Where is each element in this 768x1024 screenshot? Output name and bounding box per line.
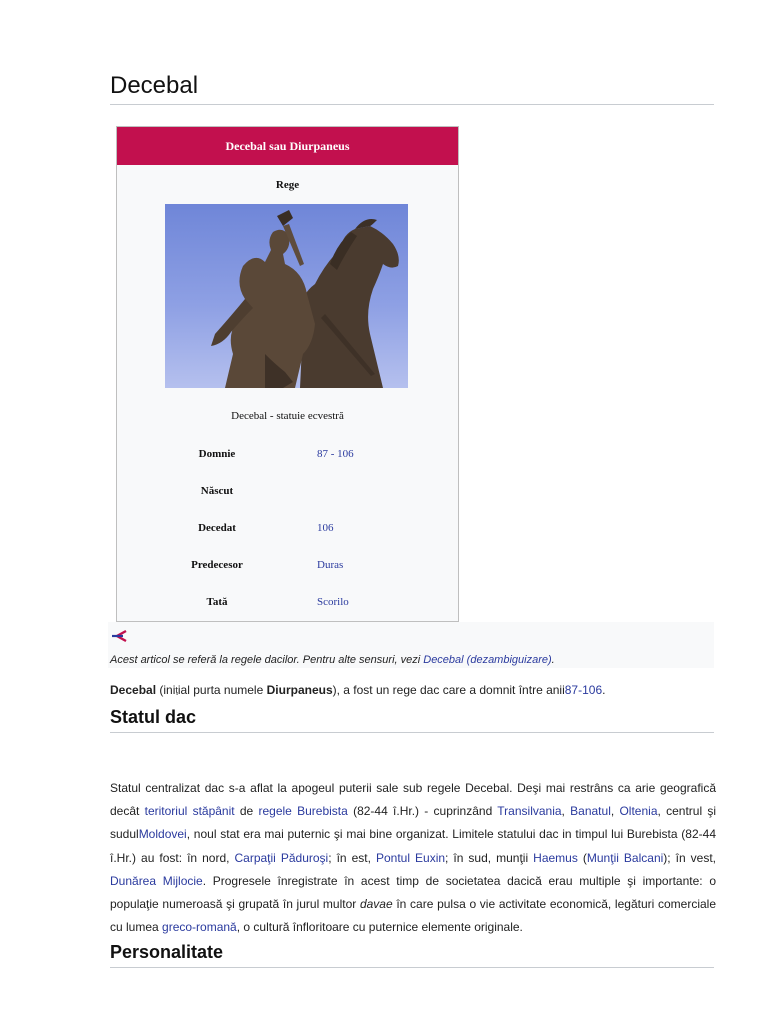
lead-text: (ini bbox=[156, 683, 176, 697]
text: Statul centralizat dac s-a aflat la apogeul puterii sale sub regele Decebal. Deşi mai restrâns ca arie geografică decât bbox=[110, 781, 716, 819]
page-title: Decebal bbox=[110, 72, 714, 105]
section-heading-statul-dac: Statul dac bbox=[110, 706, 714, 733]
infobox-subtitle: Rege bbox=[275, 179, 300, 191]
lead-text: . bbox=[602, 683, 606, 697]
text: de bbox=[234, 804, 259, 819]
link-transilvania[interactable]: Transilvania bbox=[497, 804, 562, 819]
lead-text: ial purta numele bbox=[177, 683, 267, 697]
infobox-caption: Decebal - statuie ecvestră bbox=[231, 410, 344, 422]
link-greco-romana[interactable]: greco-romană bbox=[162, 920, 237, 935]
text: ; în sud, munţii bbox=[445, 850, 534, 865]
lead-text: ), a fost un rege dac care a domnit între anii bbox=[332, 683, 565, 697]
text: ); în vest, bbox=[663, 850, 717, 865]
link-moldovei[interactable]: Moldovei bbox=[138, 827, 187, 842]
row-label: Decedat bbox=[198, 522, 236, 534]
text: ( bbox=[577, 850, 587, 865]
disambiguation-text bbox=[110, 654, 555, 666]
equestrian-statue-image[interactable] bbox=[165, 204, 408, 388]
link-haemus[interactable]: Haemus bbox=[533, 850, 578, 865]
link-burebista[interactable]: regele Burebista bbox=[258, 804, 348, 819]
row-value-link[interactable]: 106 bbox=[317, 522, 334, 534]
infobox bbox=[116, 126, 459, 622]
row-label: Născut bbox=[200, 485, 234, 497]
text: , noul stat era mai puternic şi mai bine organizat. Limitele statului dac in timpul lui Burebista (82-44 î.Hr.) au fost: în nord, bbox=[110, 827, 716, 865]
statul-dac-paragraph bbox=[110, 777, 716, 939]
statue-illustration bbox=[165, 204, 408, 388]
text: în care pulsa o vie activitate economică, legături comerciale cu lumea bbox=[110, 897, 716, 935]
lead-paragraph: Decebal (iniţial purta numele Diurpaneus), a fost un rege dac care a domnit între anii87-106. bbox=[110, 683, 606, 697]
link-dunarea-mijlocie[interactable]: Dunărea Mijlocie bbox=[110, 873, 203, 888]
infobox-header: Decebal sau Diurpaneus bbox=[117, 127, 458, 165]
row-value-link[interactable]: Duras bbox=[317, 559, 344, 571]
lead-bold-name: Decebal bbox=[110, 683, 157, 697]
row-label: Predecesor bbox=[191, 559, 243, 571]
disambig-text-part: Acest articol se referă la regele dacilor. Pentru alte sensuri, vezi bbox=[110, 654, 424, 666]
infobox-row-domnie bbox=[117, 448, 458, 464]
row-label: Tată bbox=[206, 596, 228, 608]
disambig-text-end: . bbox=[551, 654, 555, 666]
section-heading-personalitate: Personalitate bbox=[110, 941, 714, 968]
disambiguation-link[interactable]: Decebal (dezambiguizare) bbox=[423, 654, 552, 666]
link-oltenia[interactable]: Oltenia bbox=[619, 804, 658, 819]
disambiguation-notice bbox=[108, 622, 714, 668]
text: , bbox=[561, 804, 571, 819]
reign-years-link[interactable]: 87-106 bbox=[564, 683, 603, 697]
infobox-row-nascut bbox=[117, 485, 458, 501]
link-banatul[interactable]: Banatul bbox=[570, 804, 611, 819]
text: ; în est, bbox=[328, 850, 376, 865]
link-carpatii-padurosi[interactable]: Carpaţii Păduroşi bbox=[234, 850, 329, 865]
text: . Progresele înregistrate în acest timp de societatea dacică erau multiple şi importante: o populaţie numeroasă şi grupată în jurul multor bbox=[110, 873, 716, 912]
link-muntii-balcani[interactable]: Munţii Balcani bbox=[586, 850, 664, 865]
disambiguation-arrow-icon bbox=[110, 628, 128, 644]
row-value-link[interactable]: Scorilo bbox=[317, 596, 349, 608]
infobox-row-tata bbox=[117, 596, 458, 612]
infobox-row-decedat bbox=[117, 522, 458, 538]
italic-term: davae bbox=[359, 897, 393, 912]
row-label: Domnie bbox=[198, 448, 236, 460]
infobox-row-predecesor bbox=[117, 559, 458, 575]
text: , o cultură înfloritoare cu puternice elemente originale. bbox=[236, 920, 523, 935]
text: , bbox=[610, 804, 620, 819]
link-teritoriul[interactable]: teritoriul stăpânit bbox=[144, 804, 235, 819]
lead-bold-alias: Diurpaneus bbox=[266, 683, 333, 697]
row-value-link[interactable]: 87 - 106 bbox=[317, 448, 354, 460]
link-pontul-euxin[interactable]: Pontul Euxin bbox=[375, 850, 446, 865]
text: , centrul şi sudul bbox=[110, 804, 717, 842]
text: (82-44 î.Hr.) - cuprinzând bbox=[347, 804, 498, 819]
